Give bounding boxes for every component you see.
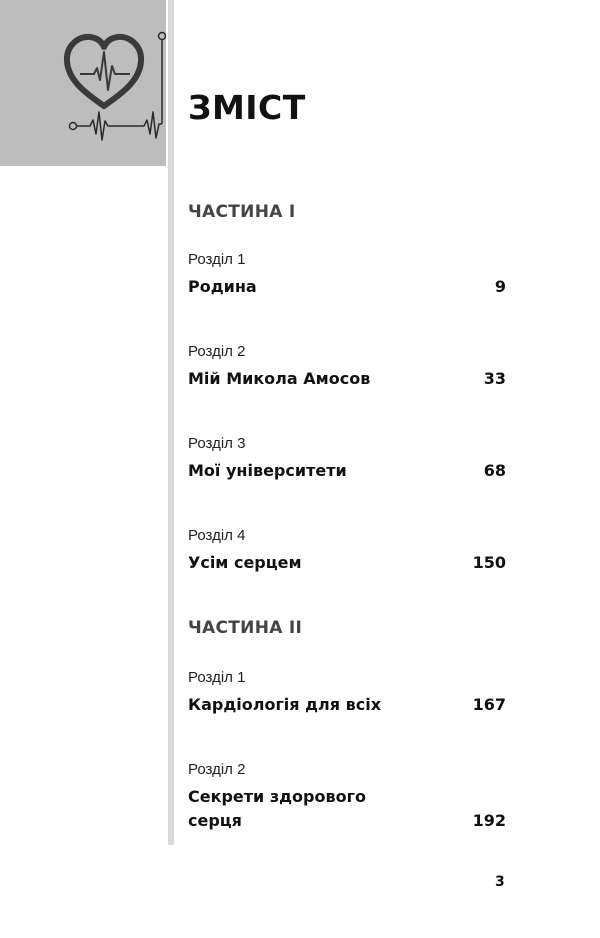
toc-entry[interactable]	[188, 668, 506, 717]
section-title[interactable]: Родина	[188, 277, 257, 296]
toc-entry[interactable]	[188, 526, 506, 575]
section-title[interactable]: Мій Микола Амосов	[188, 369, 371, 388]
page-number: 3	[495, 874, 505, 890]
toc-entry[interactable]	[188, 342, 506, 391]
part-title-2: ЧАСТИНА ІІ	[188, 618, 303, 638]
section-label: Розділ 3	[188, 435, 246, 452]
vertical-rule	[168, 0, 174, 845]
section-title[interactable]: Мої університети	[188, 461, 347, 480]
part-title-1: ЧАСТИНА І	[188, 202, 296, 222]
section-label: Розділ 1	[188, 251, 246, 268]
section-page-number: 68	[483, 461, 506, 480]
section-label: Розділ 1	[188, 669, 246, 686]
toc-entry[interactable]	[188, 760, 506, 833]
section-page-number: 150	[472, 553, 506, 572]
section-title[interactable]: Кардіологія для всіх	[188, 695, 382, 714]
toc-entry[interactable]	[188, 434, 506, 483]
section-label: Розділ 2	[188, 761, 246, 778]
section-label: Розділ 2	[188, 343, 246, 360]
section-title[interactable]: Секрети здорового серця	[188, 787, 366, 830]
toc-entry[interactable]	[188, 250, 506, 299]
header-block	[0, 0, 166, 166]
section-page-number: 167	[472, 695, 506, 714]
heart-pulse-icon	[60, 28, 170, 143]
section-page-number: 33	[483, 369, 506, 388]
section-title[interactable]: Усім серцем	[188, 553, 302, 572]
section-page-number: 192	[472, 811, 506, 830]
section-label: Розділ 4	[188, 527, 246, 544]
section-page-number: 9	[494, 277, 506, 296]
page-title: ЗМІСТ	[188, 88, 306, 127]
